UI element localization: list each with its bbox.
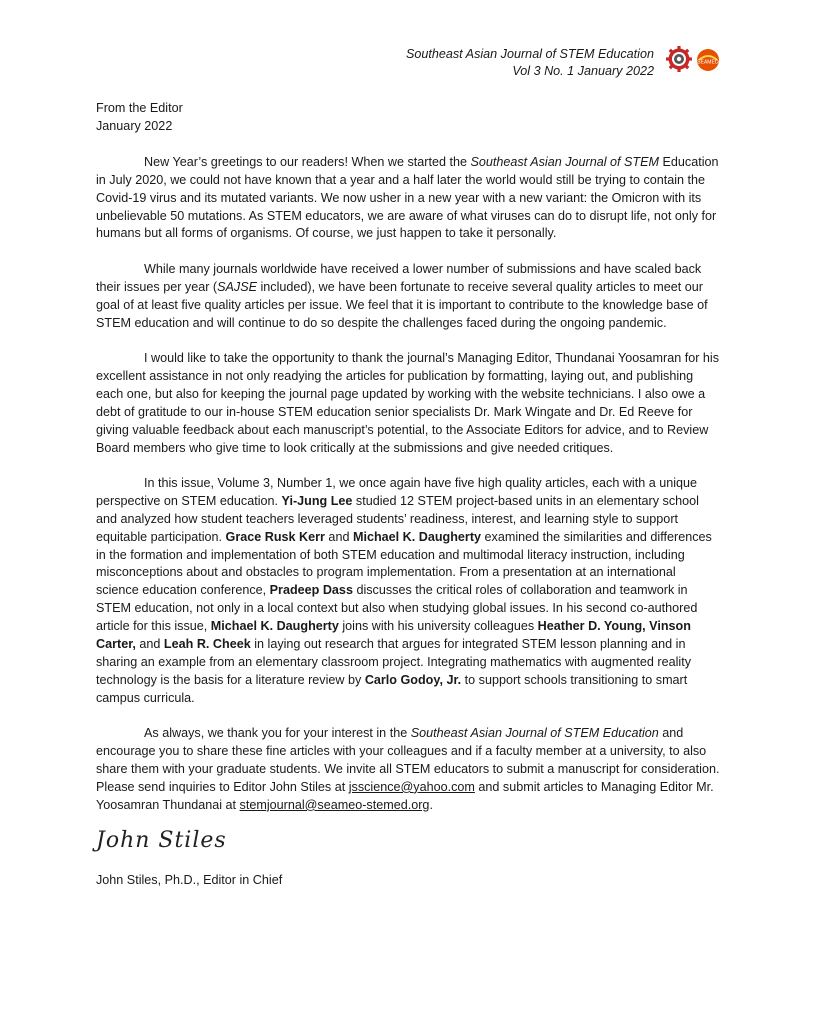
sajse-italic: SAJSE xyxy=(217,279,257,294)
p4-text: studied 12 STEM project-based units in an elementary school and analyzed how student teachers leveraged students’ readiness, interest, and learning style to support equitable participation. xyxy=(96,493,699,544)
p4-text: and xyxy=(324,529,353,544)
author-name: Michael K. Daugherty xyxy=(210,619,339,634)
p1-text-a: New Year’s greetings to our readers! When we started the xyxy=(144,154,471,169)
letter-body xyxy=(96,100,720,890)
author-name: Carlo Godoy, Jr. xyxy=(364,672,462,687)
p1-text-c: Education in July 2020, we could not have known that a year and a half later the world would still be trying to contain the Covid-19 virus and its mutated variants. We now usher in a new year with a new variant: the Omicron with its unbelievable 50 mutations. As STEM educators, we are aware of what viruses can do to disrupt life, not only for humans but all forms of organisms. Of course, we just happen to take it personally. xyxy=(96,154,719,241)
editor-signoff: John Stiles, Ph.D., Editor in Chief xyxy=(96,873,283,888)
p4-text: examined the similarities and differences in the formation and implementation of both STEM education and multimodal literacy instruction, including misconceptions about and obstacles to program implementation. From a presentation at an international science education conference, xyxy=(96,529,712,598)
letter-date: January 2022 xyxy=(96,118,173,133)
paragraph-greetings xyxy=(96,154,720,244)
p4-text: discusses the critical roles of collaboration and teamwork in STEM education, not only in a local context but also when studying global issues. In his second co-authored article for this issue, xyxy=(96,583,698,634)
author-name: Grace Rusk Kerr xyxy=(225,529,325,544)
p5-text: and submit articles to Managing Editor Mr. Yoosamran Thundanai at xyxy=(96,779,714,812)
gear-emblem-icon xyxy=(666,46,692,72)
letter-meta xyxy=(96,100,720,136)
journal-name-italic: Southeast Asian Journal of STEM xyxy=(470,154,659,169)
paragraph-submissions xyxy=(96,261,720,333)
paragraph-thanks: I would like to take the opportunity to thank the journal’s Managing Editor, Thundanai Yoosamran for his excellent assistance in not only readying the articles for publication by formatting, laying out, and publishing each one, but also for keeping the journal page updated by working with the website technicians. I also owe a debt of gratitude to our in-house STEM education senior specialists Dr. Mark Wingate and Dr. Ed Reeve for giving valuable feedback about each manuscript’s potential, to the Associate Editors for advice, and to Review Board members who give time to look critically at the submissions and give needed critiques. xyxy=(96,350,720,455)
signature-handwriting: John Stiles xyxy=(96,828,227,854)
managing-editor-email-link[interactable]: stemjournal@seameo-stemed.org xyxy=(239,797,430,812)
paragraph-issue-summary xyxy=(96,475,720,708)
p4-text: in laying out research that argues for integrated STEM lesson planning and in sharing an example from an elementary classroom project. Integrating mathematics with augmented reality technology is the basis for a literature review by xyxy=(96,637,691,687)
seameo-logo-text: SEAMEO xyxy=(697,59,719,66)
journal-title: Southeast Asian Journal of STEM Education xyxy=(405,47,654,61)
p2-text-a: While many journals worldwide have received a lower number of submissions and have scaled back their issues per year ( xyxy=(96,261,702,294)
author-name: Leah R. Cheek xyxy=(163,637,251,652)
p5-text: As always, we thank you for your interest in the xyxy=(144,726,411,741)
issue-info: Vol 3 No. 1 January 2022 xyxy=(512,64,654,78)
paragraph-closing xyxy=(96,725,720,815)
p4-text: In this issue, Volume 3, Number 1, we once again have five high quality articles, each with a unique perspective on STEM education. xyxy=(96,475,698,508)
header-logos xyxy=(666,46,722,76)
p2-text-c: included), we have been fortunate to receive several quality articles to meet our goal of at least five quality articles per issue. We feel that it is important to contribute to the knowledge base of STEM education and will continue to do so despite the challenges faced during the ongoing pandemic. xyxy=(96,279,708,330)
p4-text: joins with his university colleagues xyxy=(338,619,538,634)
p5-text: and encourage you to share these fine articles with your colleagues and if a faculty member at a university, to also share them with your graduate students. We invite all STEM educators to submit a manuscript for consideration. Please send inquiries to Editor John Stiles at xyxy=(96,726,720,794)
seameo-logo-icon xyxy=(696,48,720,72)
author-name: Michael K. Daugherty xyxy=(352,529,482,544)
editor-email-link[interactable]: jsscience@yahoo.com xyxy=(348,779,475,794)
journal-name-italic: Southeast Asian Journal of STEM Education xyxy=(410,726,659,741)
letter-from: From the Editor xyxy=(96,101,183,115)
author-name: Yi-Jung Lee xyxy=(281,493,353,508)
signature xyxy=(96,828,720,872)
author-name: Heather D. Young, Vinson Carter, xyxy=(96,619,691,652)
author-name: Pradeep Dass xyxy=(269,583,353,598)
p4-text: to support schools transitioning to smart campus curricula. xyxy=(96,672,688,705)
p4-text: and xyxy=(135,637,164,652)
journal-header xyxy=(406,46,654,80)
p5-text: . xyxy=(429,797,433,812)
